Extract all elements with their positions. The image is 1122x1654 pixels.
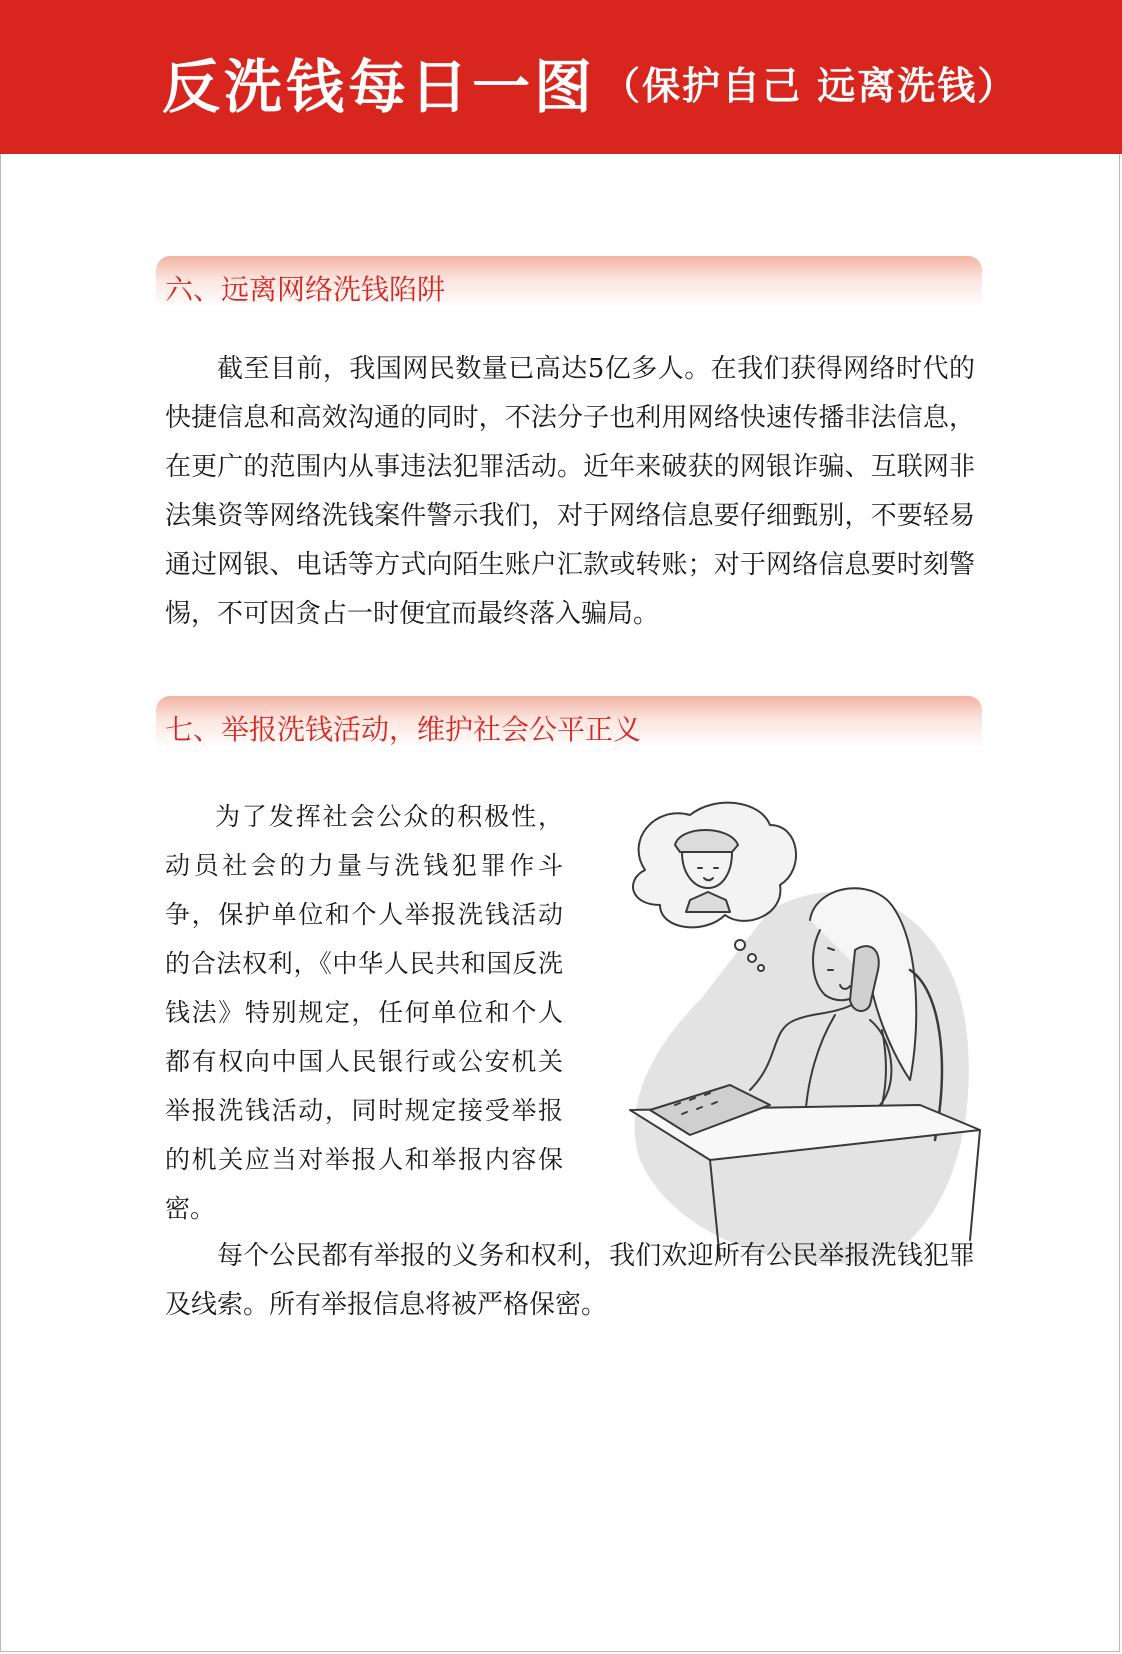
section-6-paragraph: 截至目前，我国网民数量已高达5亿多人。在我们获得网络时代的快捷信息和高效沟通的同时，不法分子也利用网络快速传播非法信息，在更广的范围内从事违法犯罪活动。近年来破获的网银诈骗、互联网非法集资等网络洗钱案件警示我们，对于网络信息要仔细甄别，不要轻易通过网银、电话等方式向陌生账户汇款或转账；对于网络信息要时刻警惕，不可因贪占一时便宜而最终落入骗局。 — [165, 354, 975, 629]
section-7-heading: 七、举报洗钱活动，维护社会公平正义 — [165, 713, 642, 746]
page-title — [162, 40, 1017, 124]
section-6-heading: 六、远离网络洗钱陷阱 — [165, 273, 446, 306]
section-7-paragraph-1: 为了发挥社会公众的积极性，动员社会的力量与洗钱犯罪作斗争，保护单位和个人举报洗钱活动的合法权利，《中华人民共和国反洗钱法》特别规定，任何单位和个人都有权向中国人民银行或公安机关举报洗钱活动，同时规定接受举报的机关应当对举报人和举报内容保密。 — [165, 802, 563, 1223]
title-subtitle: （保护自己 远离洗钱） — [602, 63, 1018, 108]
woman-phone-illustration — [620, 800, 990, 1270]
section-7-paragraph-2: 每个公民都有举报的义务和权利，我们欢迎所有公民举报洗钱犯罪及线索。所有举报信息将被严格保密。 — [165, 1241, 975, 1320]
title-main: 反洗钱每日一图 — [162, 53, 597, 121]
header-banner — [0, 0, 1122, 154]
